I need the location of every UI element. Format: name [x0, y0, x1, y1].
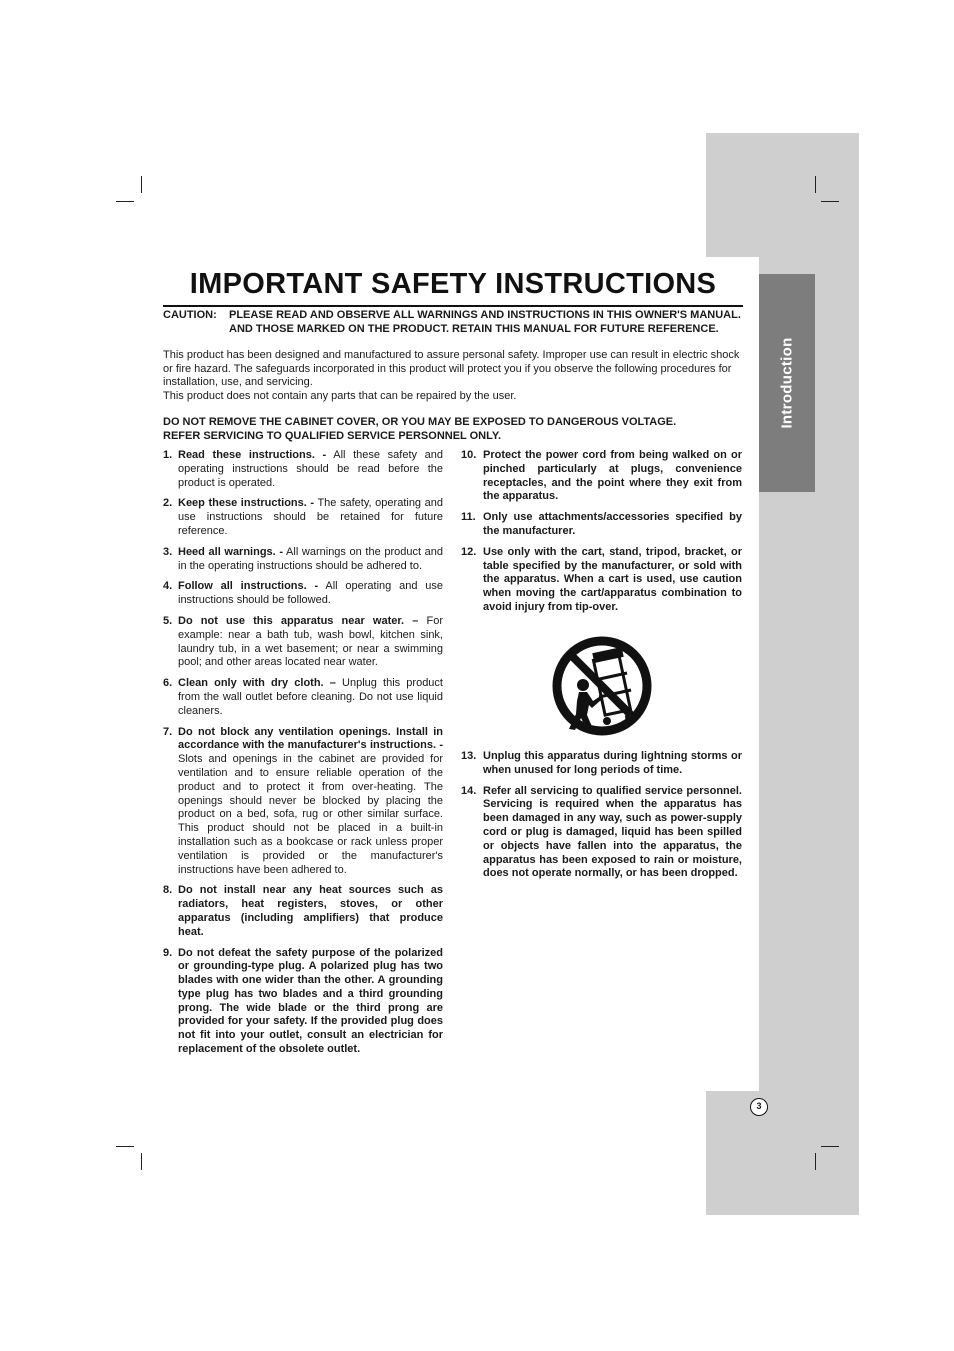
section-tab-label: Introduction: [778, 337, 796, 429]
item-text: All operating and use instructions should be followed.: [178, 580, 443, 607]
item-text: Do not install near any heat sources such as radiators, heat registers, stoves, or other apparatus (including amplifiers) that produce heat.: [178, 884, 443, 938]
instructions-left-column: [163, 449, 443, 1064]
item-text: All these safety and operating instructions should be read before the product is operated.: [178, 449, 443, 489]
item-number: 11.: [461, 511, 476, 524]
item-number: 6.: [163, 677, 173, 690]
item-text: Use only with the cart, stand, tripod, bracket, or table specified by the manufacturer, or sold with the apparatus. When a cart is used, use caution when moving the cart/apparatus combination to avoid injury from tip-over.: [483, 545, 742, 613]
intro-text: [163, 349, 743, 403]
instruction-item: [163, 726, 443, 878]
item-number: 7.: [163, 725, 173, 738]
item-number: 5.: [163, 614, 173, 627]
item-text: For example: near a bath tub, wash bowl, kitchen sink, laundry tub, in a wet basement; or near a swimming pool; and other areas located near water.: [178, 614, 443, 669]
warning-line: REFER SERVICING TO QUALIFIED SERVICE PERSONNEL ONLY.: [163, 429, 502, 442]
voltage-warning: [163, 416, 743, 443]
crop-mark: [141, 1153, 142, 1170]
instruction-item: [163, 546, 443, 574]
item-body: [178, 546, 443, 574]
item-number: 1.: [163, 449, 173, 461]
side-panel-top: [706, 133, 859, 257]
caution-label: CAUTION:: [163, 309, 217, 321]
item-text: Refer all servicing to qualified service personnel. Servicing is required when the apparatus has been damaged in any way, such as power-supply cord or plug is damaged, liquid has been spilled or objects have fallen into the apparatus, the apparatus has been exposed to rain or moisture, does not operate normally, or has been dropped.: [483, 784, 742, 880]
item-text: Protect the power cord from being walked on or pinched particularly at plugs, convenience receptacles, and the point where they exit from the apparatus.: [483, 449, 742, 503]
item-body: [178, 449, 443, 490]
item-number: 3.: [163, 545, 173, 558]
item-body: [178, 497, 443, 538]
instructions-right-column: [461, 449, 742, 622]
page-title: IMPORTANT SAFETY INSTRUCTIONS: [189, 268, 717, 300]
intro-paragraph: This product has been designed and manufactured to assure personal safety. Improper use can result in electric shock or fire hazard. The safeguards incorporated in this product will protect you if you observe the following procedures for installation, use, and servicing.: [163, 349, 740, 389]
item-lead: Clean only with dry cloth. –: [178, 677, 336, 690]
crop-mark: [821, 201, 839, 202]
instruction-item: [163, 677, 443, 718]
item-text: Only use attachments/accessories specified by the manufacturer.: [483, 511, 742, 537]
intro-paragraph: This product does not contain any parts that can be repaired by the user.: [163, 389, 517, 402]
section-tab[interactable]: [759, 274, 815, 492]
item-text: Slots and openings in the cabinet are provided for ventilation and to ensure reliable operation of the product and to protect it from over-heating. The openings should never be blocked by placing the product on a bed, sofa, rug or other similar surface. This product should not be placed in a built-in installation such as a bookcase or rack unless proper ventilation is provided or the manufacturer's instructions have been adhered to.: [178, 753, 443, 876]
item-text: The safety, operating and use instructions should be retained for future reference.: [178, 497, 443, 537]
item-text: Do not defeat the safety purpose of the polarized or grounding-type plug. A polarized plug has two blades with one wider than the other. A grounding type plug has two blades and a third grounding prong. The wide blade or the third prong are provided for your safety. If the provided plug does not fit into your outlet, consult an electrician for replacement of the obsolete outlet.: [178, 946, 443, 1056]
item-number: 9.: [163, 946, 173, 959]
instruction-item: [461, 785, 742, 882]
crop-mark: [116, 1146, 134, 1147]
instruction-item: [163, 947, 443, 1057]
item-number: 12.: [461, 545, 477, 558]
warning-line: DO NOT REMOVE THE CABINET COVER, OR YOU MAY BE EXPOSED TO DANGEROUS VOLTAGE.: [163, 416, 677, 428]
page-number: 3: [750, 1098, 768, 1116]
item-text: All warnings on the product and in the operating instructions should be adhered to.: [178, 545, 444, 572]
instruction-item: [163, 580, 443, 608]
item-lead: Read these instructions. -: [178, 449, 327, 461]
item-text: Unplug this product from the wall outlet before cleaning. Do not use liquid cleaners.: [178, 677, 443, 717]
item-body: [178, 615, 443, 670]
item-lead: Follow all instructions. -: [178, 580, 319, 593]
item-number: 13.: [461, 750, 477, 762]
item-text: Unplug this apparatus during lightning storms or when unused for long periods of time.: [483, 750, 742, 776]
instruction-item: [163, 884, 443, 939]
item-body: [178, 726, 443, 878]
instruction-item: [163, 497, 443, 538]
side-panel-bottom: [706, 1091, 859, 1215]
instruction-item: [461, 511, 742, 539]
item-number: 8.: [163, 884, 173, 897]
instruction-item: [461, 546, 742, 615]
item-number: 4.: [163, 580, 173, 593]
no-cart-tip-over-icon: [549, 635, 655, 737]
item-number: 14.: [461, 784, 477, 797]
item-number: 2.: [163, 497, 173, 510]
item-body: [178, 580, 443, 608]
instruction-item: [163, 449, 443, 490]
caution-block: [163, 309, 743, 336]
item-lead: Keep these instructions. -: [178, 497, 315, 510]
item-lead: Do not use this apparatus near water. –: [178, 614, 419, 627]
title-divider: [163, 305, 743, 307]
crop-mark: [815, 176, 816, 193]
crop-mark: [141, 176, 142, 193]
item-number: 10.: [461, 449, 477, 461]
caution-text: PLEASE READ AND OBSERVE ALL WARNINGS AND INSTRUCTIONS IN THIS OWNER'S MANUAL. AND THOSE MARKED ON THE PRODUCT. RETAIN THIS MANUAL FOR FUTURE REFERENCE.: [229, 309, 741, 335]
crop-mark: [821, 1146, 839, 1147]
instruction-item: [163, 615, 443, 670]
crop-mark: [116, 201, 134, 202]
instructions-right-column-lower: [461, 750, 742, 888]
item-lead: Do not block any ventilation openings. Install in accordance with the manufacturer's instructions. -: [178, 725, 443, 752]
crop-mark: [815, 1153, 816, 1170]
item-lead: Heed all warnings. -: [178, 545, 284, 558]
item-body: [178, 677, 443, 718]
instruction-item: [461, 449, 742, 504]
instruction-item: [461, 750, 742, 778]
